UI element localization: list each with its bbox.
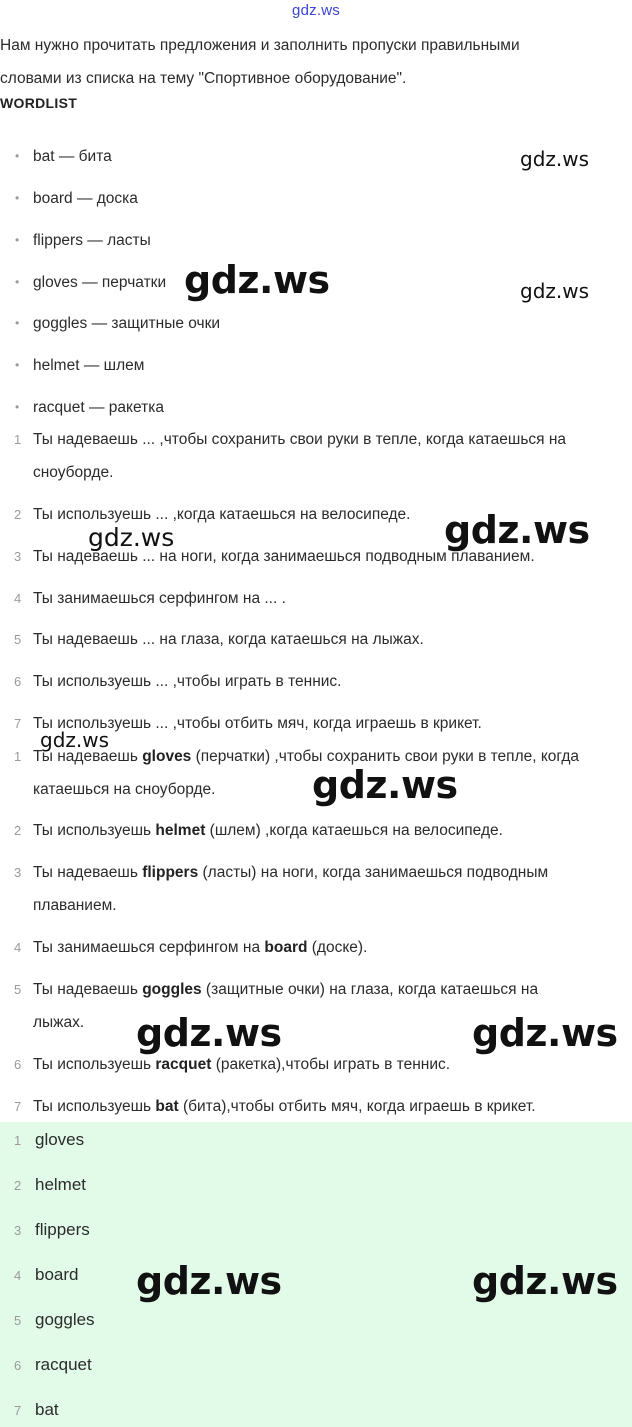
answer-word: racquet — [155, 1056, 212, 1073]
answer-word: helmet — [155, 822, 206, 839]
watermark: gdz.ws — [184, 258, 330, 302]
bullet-icon: • — [15, 275, 20, 289]
answer-word: flippers — [142, 864, 199, 881]
watermark: gdz.ws — [88, 523, 175, 552]
site-header-link[interactable]: gdz.ws — [292, 2, 340, 19]
bullet-icon: • — [15, 400, 20, 414]
intro-line: Нам нужно прочитать предложения и заполнить пропуски правильными — [0, 37, 520, 54]
watermark: gdz.ws — [136, 1259, 282, 1303]
wordlist-title: WORDLIST — [0, 95, 78, 111]
watermark: gdz.ws — [40, 728, 110, 752]
bullet-icon: • — [15, 233, 20, 247]
bullet-icon: • — [15, 358, 20, 372]
watermark: gdz.ws — [520, 279, 590, 303]
intro-line: словами из списка на тему "Спортивное оборудование". — [0, 70, 407, 87]
answer-word: goggles — [142, 981, 202, 998]
answer-panel: 1 gloves 2 helmet 3 flippers 4 board 5 goggles 6 racquet 7 bat — [0, 1122, 632, 1427]
watermark: gdz.ws — [472, 1259, 618, 1303]
watermark: gdz.ws — [472, 1011, 618, 1055]
bullet-icon: • — [15, 149, 20, 163]
answer-word: gloves — [142, 748, 192, 765]
watermark: gdz.ws — [520, 147, 590, 171]
watermark: gdz.ws — [444, 508, 590, 552]
answer-word: board — [264, 939, 308, 956]
intro-text — [0, 29, 610, 95]
bullet-icon: • — [15, 191, 20, 205]
watermark: gdz.ws — [136, 1011, 282, 1055]
answer-word: bat — [155, 1098, 179, 1115]
watermark: gdz.ws — [312, 763, 458, 807]
bullet-icon: • — [15, 316, 20, 330]
